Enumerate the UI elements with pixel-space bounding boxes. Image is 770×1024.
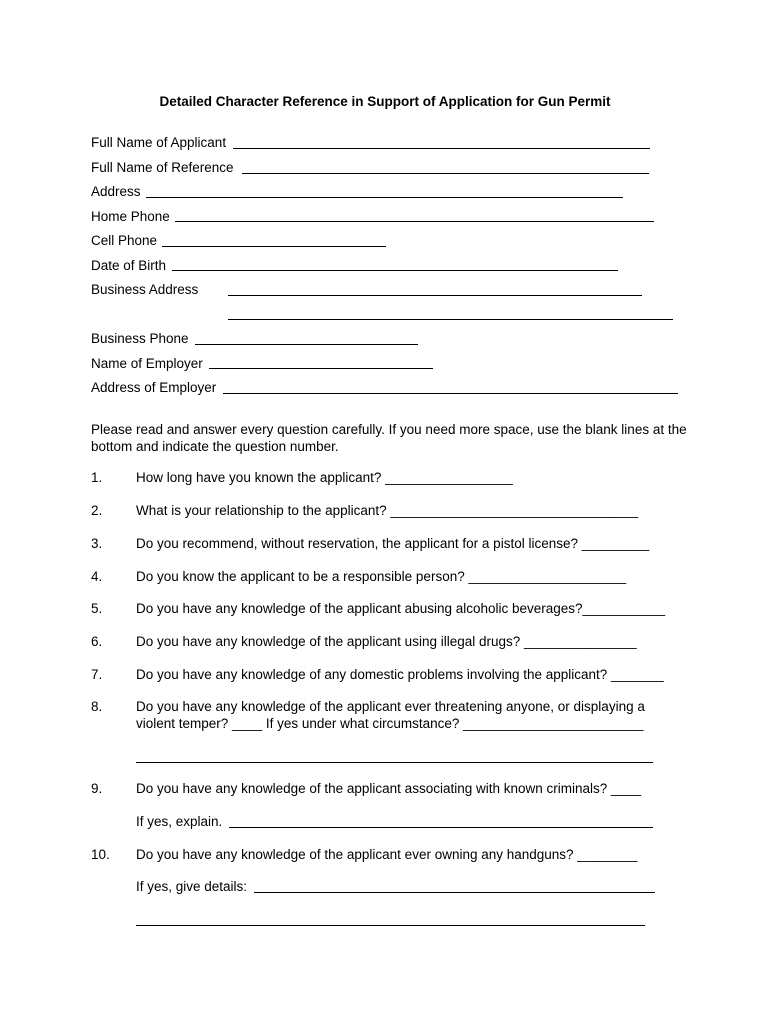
home-phone-field[interactable]	[175, 221, 654, 222]
address-field[interactable]	[146, 197, 623, 198]
cell-phone-label: Cell Phone	[91, 233, 158, 248]
reference-name-field[interactable]	[242, 173, 649, 174]
address-label: Address	[91, 184, 141, 199]
question-8-text-continued: violent temper? ____ If yes under what circumstance? ________________________	[136, 716, 644, 731]
employer-name-field[interactable]	[209, 368, 433, 369]
business-address-label: Business Address	[91, 282, 199, 297]
dob-label: Date of Birth	[91, 258, 167, 273]
reference-name-label: Full Name of Reference	[91, 160, 234, 175]
question-number: 6.	[91, 634, 103, 649]
home-phone-label: Home Phone	[91, 209, 170, 224]
question-number: 9.	[91, 781, 103, 796]
dob-field[interactable]	[172, 270, 618, 271]
question-number: 8.	[91, 699, 103, 714]
question-10-details-field-2[interactable]	[136, 925, 645, 926]
question-10-text: Do you have any knowledge of the applicant ever owning any handguns? ________	[136, 847, 638, 862]
question-number: 3.	[91, 536, 103, 551]
question-number: 4.	[91, 569, 103, 584]
question-10-details-field[interactable]	[254, 892, 655, 893]
business-phone-label: Business Phone	[91, 331, 189, 346]
applicant-name-field[interactable]	[233, 148, 650, 149]
cell-phone-field[interactable]	[162, 246, 386, 247]
question-9-explain-field[interactable]	[229, 827, 653, 828]
business-address-field-2[interactable]	[228, 319, 673, 320]
employer-address-field[interactable]	[223, 393, 678, 394]
form-title: Detailed Character Reference in Support of Application for Gun Permit	[159, 94, 611, 109]
instructions-paragraph: Please read and answer every question carefully. If you need more space, use the blank lines at the bottom and indicate the question number.	[91, 422, 687, 454]
question-8-text: Do you have any knowledge of the applicant ever threatening anyone, or displaying a	[136, 699, 645, 714]
applicant-name-label: Full Name of Applicant	[91, 135, 227, 150]
business-phone-field[interactable]	[195, 344, 418, 345]
question-number: 10.	[91, 847, 110, 862]
question-5-text: Do you have any knowledge of the applicant abusing alcoholic beverages?___________	[136, 601, 666, 616]
question-number: 2.	[91, 503, 103, 518]
business-address-field[interactable]	[228, 295, 642, 296]
question-number: 5.	[91, 601, 103, 616]
question-8-answer-field[interactable]	[136, 762, 653, 763]
question-7-text: Do you have any knowledge of any domestic problems involving the applicant? _______	[136, 667, 664, 682]
question-2-text: What is your relationship to the applicant? _________________________________	[136, 503, 639, 518]
question-number: 1.	[91, 470, 103, 485]
employer-address-label: Address of Employer	[91, 380, 217, 395]
question-10-followup-label: If yes, give details:	[136, 879, 248, 894]
question-9-text: Do you have any knowledge of the applicant associating with known criminals? ____	[136, 781, 642, 796]
question-9-followup-label: If yes, explain.	[136, 814, 223, 829]
question-number: 7.	[91, 667, 103, 682]
question-3-text: Do you recommend, without reservation, the applicant for a pistol license? _________	[136, 536, 650, 551]
question-6-text: Do you have any knowledge of the applicant using illegal drugs? _______________	[136, 634, 637, 649]
question-4-text: Do you know the applicant to be a responsible person? _____________________	[136, 569, 627, 584]
employer-name-label: Name of Employer	[91, 356, 203, 371]
question-1-text: How long have you known the applicant? _________________	[136, 470, 513, 485]
